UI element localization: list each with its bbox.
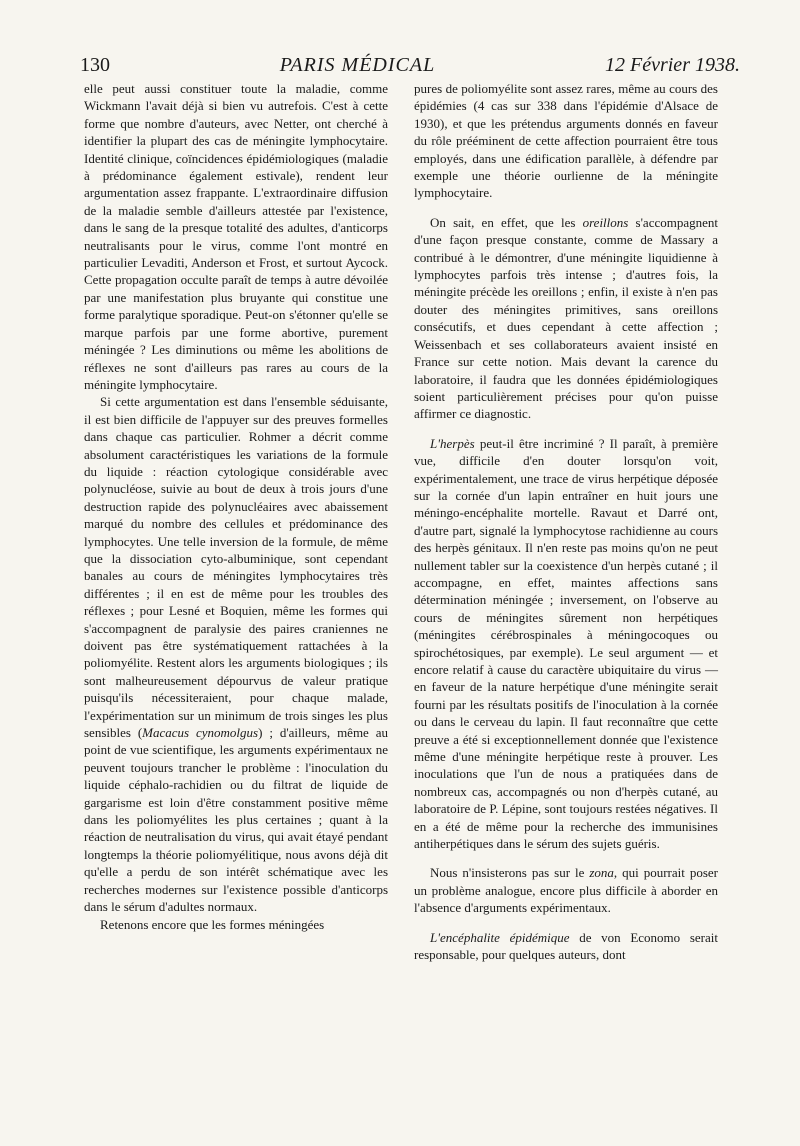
paragraph: elle peut aussi constituer toute la maladie, comme Wickmann l'avait déjà si bien vu autrefois. C'est à cette forme que nombre d'auteurs, avec Netter, ont cherché à identifier la plupart des cas de méningite lymphocytaire. Identité clinique, coïncidences épidémiologiques (maladie à prédominance également estivale), rendent leur argumentation assez frappante. L'extraordinaire diffusion de la maladie semble d'ailleurs attestée par l'existence, dans le sang de la presque totalité des adultes, d'anticorps neutralisants pour le virus, comme l'ont montré en particulier Levaditi, Anderson et Frost, et surtout Aycock. Cette propagation occulte paraît de temps à autre dévoilée par une manifestation plus bruyante qui constitue une forme paralytique sporadique. Peut-on s'étonner qu'elle se marque parfois par une forme abortive, purement méningée ? Les diminutions ou même les abolitions de réflexes ne sont d'ailleurs pas rares au cours de la méningite lymphocytaire.: [84, 81, 388, 392]
paragraph: L'encéphalite épidémique de von Economo serait responsable, pour quelques auteurs, dont: [414, 929, 718, 963]
journal-title: PARIS MÉDICAL: [279, 54, 436, 76]
right-column: [414, 80, 718, 964]
page-header: [80, 54, 740, 80]
paragraph: Si cette argumentation est dans l'ensemble séduisante, il est bien difficile de l'appuyer sur des preuves formelles dans chaque cas particulier. Rohmer a décrit comme absolument caractéristiques les variations de la formule du liquide : réaction cytologique considérable avec polynucléose, suivie au bout de deux à trois jours d'une destruction rapide des polynucléaires avec abaissement marqué du nombre des cellules et prédominance des lymphocytes. Une telle inversion de la formule, de même que la dissociation cyto-albuminique, sont cependant banales au cours de méningites lymphocytaires très différentes ; il en est de même pour les troubles des réflexes ; pour Lesné et Boquien, même les formes qui s'accompagnent de paralysie des paires craniennes ne doivent pas être systématiquement rattachées à la poliomyélite. Restent alors les arguments biologiques ; ils sont malheureusement dépourvus de valeur pratique puisqu'ils nécessiteraient, pour chaque malade, l'expérimentation sur un minimum de trois singes les plus sensibles (Macacus cynomolgus) ; d'ailleurs, même au point de vue scientifique, les arguments expérimentaux ne peuvent toujours trancher le problème : l'inoculation du liquide céphalo-rachidien ou du filtrat de liquide de gargarisme est loin d'être constamment positive même dans les poliomyélites les plus certaines ; quant à la réaction de neutralisation du virus, qui avait étayé pendant longtemps la théorie poliomyélitique, nous avons déjà dit qu'elle a perdu de son intérêt schématique avec les recherches modernes sur l'existence possible d'anticorps dans le sérum d'adultes normaux.: [84, 394, 388, 915]
paragraph: L'herpès peut-il être incriminé ? Il paraît, à première vue, difficile d'en douter lorsqu'on voit, expérimentalement, une trace de virus herpétique déposée sur la cornée d'un lapin entraîner en huit jours une méningo-encéphalite mortelle. Ravaut et Darré ont, d'autre part, signalé la lymphocytose rachidienne au cours des herpès génitaux. Il n'en reste pas moins qu'on ne peut nullement tabler sur la coexistence d'un herpès cutané ; il accompagne, en effet, maintes affections sans détermination méningée ; inversement, on l'observe au cours de méningites sûrement non herpétiques (méningites cérébrospinales à méningocoques ou spirochétosiques, par exemple). Le seul argument — et encore relatif à cause du caractère ubiquitaire du virus — en faveur de la nature herpétique d'une méningite serait fourni par les résultats positifs de l'inoculation à la cornée ou dans le cerveau du lapin. Il faut reconnaître que cette preuve a été si exceptionnellement donnée que l'existence même d'une méningite herpétique reste à prouver. Les inoculations que l'un de nous a pratiquées dans de nombreux cas, accompagnés ou non d'herpès cutané, au laboratoire de P. Lépine, sont toujours restées négatives. Il en a été de même pour la recherche des immunisines antiherpétiques dans le sérum des sujets guéris.: [414, 435, 718, 852]
paragraph: Retenons encore que les formes méningées: [100, 916, 325, 932]
left-column: [84, 80, 388, 933]
paragraph: On sait, en effet, que les oreillons s'accompagnent d'une façon presque constante, comme de Massary a contribué à le démontrer, d'une méningite liquidienne à lymphocytes parfois très intense ; d'autres fois, la méningite précède les oreillons ; enfin, il existe à n'en pas douter des méningites primitives, sans oreillons consécutifs, et dues cependant à cette affection ; Weissenbach et ses collaborateurs avaient insisté en France sur cette notion. Mais devant la carence du laboratoire, il faudra que les données épidémiologiques soient particulièrement précises pour qu'on puisse affirmer ce diagnostic.: [414, 214, 718, 422]
page-number: 130: [80, 54, 110, 76]
paragraph: Nous n'insisterons pas sur le zona, qui pourrait poser un problème analogue, encore plus difficile à aborder en l'absence d'arguments expérimentaux.: [414, 865, 718, 916]
issue-date: 12 Février 1938.: [605, 54, 740, 76]
paragraph: pures de poliomyélite sont assez rares, même au cours des épidémies (4 cas sur 338 dans l'épidémie d'Alsace de 1930), et que les prétendus arguments donnés en faveur du rôle prééminent de cette affection pourraient être tous employés, dans une édification parallèle, à défendre par exemple une théorie ourlienne de la méningite lymphocytaire.: [414, 81, 718, 201]
